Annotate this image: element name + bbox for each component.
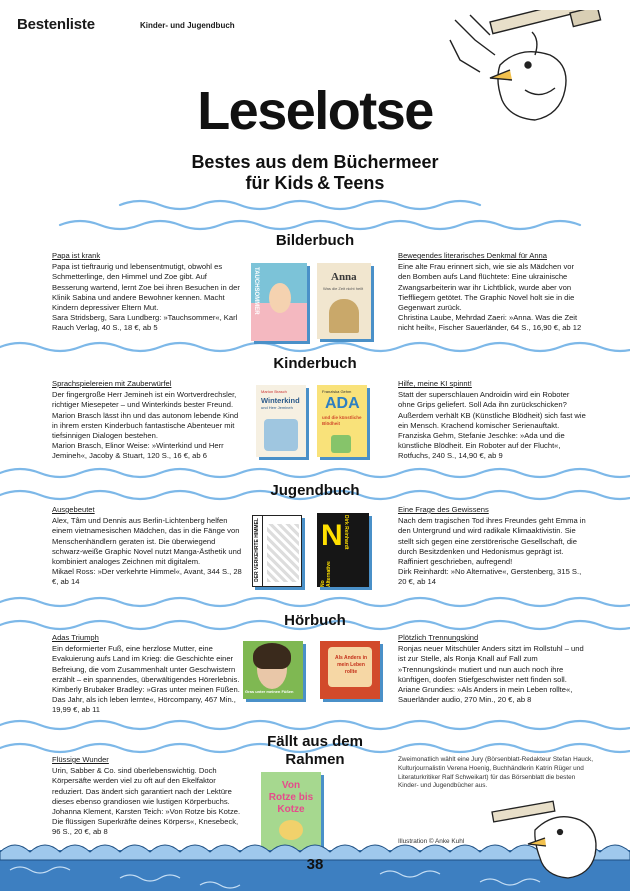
page-title: Leselotse	[197, 81, 433, 141]
cover-title: TAUCHSOMMER	[253, 267, 259, 315]
cover-subtitle: und Herr Jemineh	[261, 405, 293, 410]
page-number: 38	[306, 856, 324, 873]
review-reference: Johanna Klement, Karsten Teich: »Von Rotze bis Kotze. Die flüssigen Superkräfte deines Körpers«, Knesebeck, 96 S., 20 €, ab 8	[52, 807, 241, 837]
review-himmel	[52, 505, 242, 588]
section-jugendbuch: Jugendbuch	[270, 482, 360, 499]
cover-anna	[317, 263, 371, 339]
cover-title: No Alternative	[320, 561, 332, 587]
cover-title: Anna	[331, 271, 357, 283]
review-heading: Adas Triumph	[52, 633, 99, 642]
cover-anders	[320, 641, 380, 699]
cover-himmel	[252, 515, 302, 587]
section-label: Bestenliste	[17, 16, 95, 33]
review-winterkind	[52, 379, 242, 462]
cover-author: Marion Brasch	[261, 389, 287, 394]
cover-alternative: Dirk Reinhardt N No Alternative	[317, 513, 369, 587]
review-text: Ein deformierter Fuß, eine herzlose Mutter, eine Evakuierung aufs Land im Krieg: die Geschichte einer Befreiung, die vom Zusammenhalt unter Geschwistern erzählt – ein spannendes, überwältigendes Hörerlebnis.	[52, 644, 240, 684]
review-text: Ronjas neuer Mitschüler Anders sitzt im Rollstuhl – und ist zur Stelle, als Ronja Knall auf Fall zum »Trennungskind« mutiert und nun auch noch ihre künftigen, doofen Stiefgeschwister nett finden soll.	[398, 644, 584, 684]
review-text: Alex, Tâm und Dennis aus Berlin-Lichtenberg helfen einem vietnamesischen Mädchen, das in die Fänge von Menschenhändlern geraten ist. Die überwiegend schwarz-weiße Graphic Novel nutzt Manga-Ästhetik und kombiniert analoges Zeichnen mit digitalem.	[52, 516, 242, 567]
cover-title: Winterkind	[261, 396, 300, 405]
review-text: Der fingergroße Herr Jemineh ist ein Wortverdrechsler, richtiger Miesepeter – und Winterkinds bester Freund. Marion Brasch lässt ihn und das autonom lebende Kind in ihrem ersten Kinderbuch fantastische Abenteuer mit tiefsinnigen Dialogen bestehen.	[52, 390, 239, 441]
review-reference: Franziska Gehm, Stefanie Jeschke: »Ada und die künstliche Blödheit. Ein Roboter auf der Flucht«, Rotfuchs, 240 S., 14,90 €, ab 9	[398, 431, 565, 461]
cover-winterkind	[256, 385, 306, 457]
review-heading: Hilfe, meine KI spinnt!	[398, 379, 472, 388]
review-text: Urin, Sabber & Co. sind überlebenswichtig. Doch Körpersäfte werden viel zu oft auf den Ekelfaktor reduziert. Das ändert sich garantiert nach der Lektüre dieses ebenso grandiosen wie lustigen Körperbuchs.	[52, 766, 232, 806]
cover-title: DER VERKEHRTE HIMMEL	[254, 518, 260, 582]
review-reference: Mikael Ross: »Der verkehrte Himmel«, Avant, 344 S., 28 €, ab 14	[52, 567, 242, 587]
cover-ada	[317, 385, 367, 457]
subtitle-line: Bestes aus dem Büchermeer	[191, 152, 439, 172]
section-bilderbuch: Bilderbuch	[275, 232, 355, 249]
review-heading: Plötzlich Trennungskind	[398, 633, 479, 642]
review-reference: Ariane Grundies: »Als Anders in mein Leben rollte«, Sauerländer audio, 270 Min., 20 €, ab 8	[398, 685, 573, 705]
cover-title: Gras unter meinen Füßen	[245, 689, 294, 694]
illustration-credit: Illustration © Anke Kuhl	[398, 838, 465, 845]
cover-subtitle: und die künstliche Blödheit	[322, 415, 362, 426]
review-heading: Flüssige Wunder	[52, 755, 109, 764]
cover-author: Dirk Reinhardt	[343, 515, 349, 550]
cover-title: Als Anders in mein Leben rollte	[334, 655, 368, 675]
review-rotze	[52, 755, 242, 838]
cover-subtitle: Was die Zeit nicht heilt	[323, 286, 364, 291]
review-text: Eine alte Frau erinnert sich, wie sie als Mädchen vor den Bomben aufs Land flüchtete: Eine ukrainische Zwangsarbeiterin war ihr Lichtblick, wurde aber von Tieffliegern getötet. The Graphic Novel holt sie in die Gegenwart zurück.	[398, 262, 575, 313]
page-subtitle	[0, 152, 630, 194]
jury-note: Zweimonatlich wählt eine Jury (Börsenblatt-Redakteur Stefan Hauck, Kulturjournalistin Verena Hoenig, Buchhändlerin Katrin Rüger und Literaturkritiker Ralf Schweikart) für das Börsenblatt die besten Kinder- und Jugendbücher aus.	[398, 756, 594, 790]
section-kinderbuch: Kinderbuch	[273, 355, 357, 372]
section-rahmen-line: Rahmen	[285, 751, 345, 768]
subtitle-line: für Kids & Teens	[245, 173, 385, 193]
section-hoerbuch: Hörbuch	[284, 612, 346, 629]
cover-tauchsommer	[251, 263, 307, 341]
section-rahmen-line: Fällt aus dem	[267, 733, 363, 750]
cover-gras	[243, 641, 303, 699]
cover-title: Von Rotze bis Kotze	[268, 780, 314, 815]
review-heading: Bewegendes literarisches Denkmal für Anna	[398, 251, 548, 260]
cover-title: ADA	[325, 395, 360, 412]
review-gras	[52, 633, 242, 716]
review-text: Nach dem tragischen Tod ihres Freundes geht Emma in den Untergrund und wird radikale Klimaaktivistin. Sie stellt sich gegen eine zerstörerische Gesellschaft, die durch Besitzdenken und Hedonismus geprägt ist. Raffiniert geschrieben, aufregend!	[398, 516, 586, 567]
review-heading: Ausgebeutet	[52, 505, 95, 514]
review-anna	[398, 251, 588, 334]
review-heading: Eine Frage des Gewissens	[398, 505, 489, 514]
review-reference: Dirk Reinhardt: »No Alternative«, Gerstenberg, 315 S., 20 €, ab 14	[398, 567, 582, 587]
cover-author: Franziska Gehm	[322, 389, 352, 394]
category-label: Kinder- und Jugendbuch	[140, 21, 235, 30]
review-text: Statt der superschlauen Androidin wird ein Roboter ohne Grips geliefert. Soll Ada ihn zurückschicken? Außerdem verhält KB (Künstliche Blödheit) sich fast wie ein Mensch. Krachend komischer Serienauftakt.	[398, 390, 586, 430]
review-reference: Christina Laube, Mehrdad Zaeri: »Anna. Was die Zeit nicht heilt«, Fischer Sauerländer, 64 S., 16,90 €, ab 12	[398, 313, 582, 333]
review-anders	[398, 633, 588, 705]
review-tauchsommer	[52, 251, 242, 334]
review-heading: Sprachspielereien mit Zauberwürfel	[52, 379, 172, 388]
review-reference: Sara Stridsberg, Sara Lundberg: »Tauchsommer«, Karl Rauch Verlag, 40 S., 18 €, ab 5	[52, 313, 238, 333]
review-reference: Kimberly Brubaker Bradley: »Gras unter meinen Füßen. Das Jahr, als ich leben lernte«, Hörcompany, 467 Min., 19,99 €, ab 11	[52, 685, 240, 715]
review-alternative	[398, 505, 588, 588]
review-reference: Marion Brasch, Elinor Weise: »Winterkind und Herr Jemineh«, Jacoby & Stuart, 120 S., 16 €, ab 6	[52, 441, 224, 461]
review-text: Papa ist tieftraurig und lebensentmutigt, obwohl es Schmetterlinge, den Himmel und Zoe gibt. Auf Besserung wartend, lernt Zoe bei ihren Besuchen in der Klinik Sabina und andere Bewohner kennen. Macht Kindern depressiver Eltern Mut.	[52, 262, 240, 313]
review-heading: Papa ist krank	[52, 251, 101, 260]
review-ada	[398, 379, 588, 462]
